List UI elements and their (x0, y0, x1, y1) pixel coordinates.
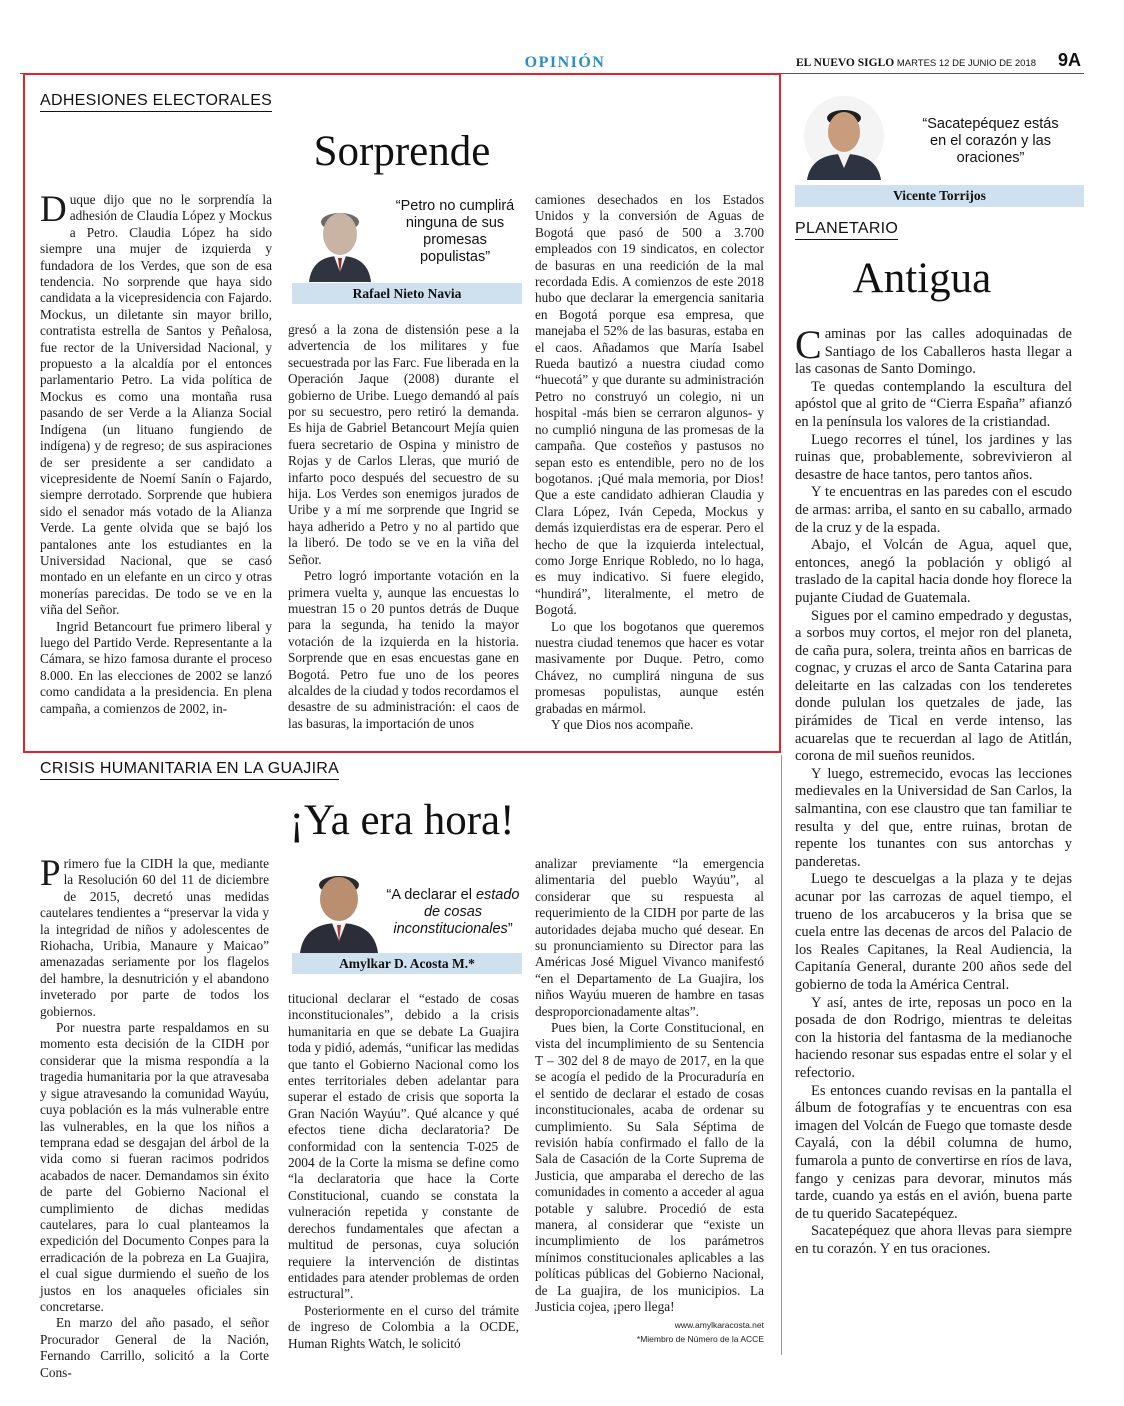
headline-antigua: Antigua (852, 255, 992, 302)
art2-c1-p3: En marzo del año pasado, el señor Procurador General de la Nación, Fernando Carrillo, solicitó a la Corte Cons- (40, 1315, 269, 1380)
byline-torrijos: Vicente Torrijos (795, 185, 1084, 207)
pull-quote-torrijos: “Sacatepéquez estás en el corazón y las oraciones” (922, 116, 1059, 166)
column-separator (781, 755, 782, 1355)
art1-c3-p1: camiones desechados en los Estados Unidos y la conversión de Aguas de Bogotá que pasó de 500 a 3.700 empleados con 19 sindicatos, en colector de basuras en una reedición de la mal recordada Edis. A comienzos de este 2018 hubo que declarar la emergencia sanitaria en Bogotá porque esa empresa, que manejaba el 52% de las basuras, estaba en el caos. Añadamos que María Isabel Rueda bautizó a nuestra ciudad como “huecotá” y que durante su administración Petro no construyó un colegio, ni un hospital -más bien se cerraron algunos- y no cumplió ninguna de las promesas de la campaña. Que costeños y pastusos no sepan esto es entendible, pero no de los bogotanos. ¡Qué mala memoria, por Dios! Que a este candidato adhieran Claudia y Clara López, Iván Cepeda, Mockus y demás izquierdistas era de esperar. Pero el hecho de que la izquierda intelectual, como Jorge Enrique Robledo, no lo haga, es muy indicativo. Si fuere elegido, “hundirá”, literalmente, el metro de Bogotá. (535, 192, 764, 618)
art1-c3-p2: Lo que los bogotanos que queremos nuestra ciudad tenemos que hacer es votar masivamente por Duque. Petro, como Chávez, no cumplirá ninguna de sus promesas populistas, aunque estén grabadas en mármol. (535, 618, 764, 716)
art3-p5: Abajo, el Volcán de Agua, aquel que, entonces, anegó la población y obligó al traslado de la capital hacia donde hoy florece la pujante Ciudad de Guatemala. (795, 537, 1072, 606)
headline-ya-era-hora: ¡Ya era hora! (289, 797, 515, 844)
kicker-guajira: CRISIS HUMANITARIA EN LA GUAJIRA (40, 760, 339, 780)
art3-p8: Luego te descuelgas a la plaza y te dejas acunar por las carrozas de aquel tiempo, el trueno de los arcabuceros y la brisa que se cuela entre las decenas de arcos del Palacio de los Reales Capitanes, la Real Audiencia, la Capitanía General, durante 200 años sede del gobierno de toda la América Central. (795, 871, 1072, 993)
article2-col2 (288, 991, 519, 1352)
art1-c2-p2: Petro logró importante votación en la primera vuelta y, aunque las encuestas lo muestran 15 o 20 puntos detrás de Duque para la segunda, ha tenido la mayor votación de la izquierda en la historia. Sorprende que en esas encuestas gane en Bogotá. Petro fue uno de los peores alcaldes de la ciudad y todos recordamos el desastre de su administración: el caos de las basuras, la importación de unos (288, 568, 519, 731)
quote-acosta-c: ” (507, 921, 513, 937)
article3-body (795, 322, 1072, 1258)
drop-cap-p: P (40, 853, 61, 894)
headline-sorprende: Sorprende (313, 128, 491, 175)
article2-col1 (40, 853, 269, 1381)
art3-p10: Es entonces cuando revisas en la pantalla el álbum de fotografías y te encuentras con esa imagen del Volcán de Fuego que tomaste desde Cayalá, con la débil columna de humo, fumarola a punto de convertirse en ríos de lava, fango y cenizas para devorar, minutos más tarde, cuando ya estás en el avión, buena parte de tu querido Sacatepéquez. (795, 1082, 1072, 1222)
article1-col2 (288, 322, 519, 732)
art3-p9: Y así, antes de irte, reposas un poco en la posada de don Rodrigo, mientras te deleitas con la historia del fantasma de la medianoche haciendo resonar sus espadas entre el solar y el refectorio. (795, 994, 1072, 1081)
art1-c2-p1: gresó a la zona de distensión pese a la advertencia de los militares y fue secuestrada por las Farc. Fue liberada en la Operación Jaque (2008) durante el gobierno de Uribe. Luego demandó al país por su secuestro, pero retiró la demanda. Es hija de Gabriel Betancourt Mejía quien fuera secretario de Ospina y ministro de Rojas y de Carlos Lleras, que murió de infarto poco después del secuestro de su hija. Los Verdes son enemigos jurados de Uribe y a mí me sorprende que Ingrid se haya adherido a Petro y no al partido que la liberó. De todo se ve en la viña del Señor. (288, 322, 519, 567)
drop-cap-d: D (40, 189, 67, 230)
kicker-planetario: PLANETARIO (795, 220, 898, 240)
art3-p11: Sacatepéquez que ahora llevas para siempre en tu corazón. Y en tus oraciones. (795, 1223, 1072, 1257)
art3-p4: Y te encuentras en las paredes con el escudo de armas: arriba, el santo en su caballo, armado de la cruz y de la espada. (795, 484, 1072, 536)
art2-c1-p1: rimero fue la CIDH la que, mediante la Resolución 60 del 11 de diciembre de 2015, decretó unas medidas cautelares tendientes a “preservar la vida y la integridad de niños y adolescentes de Riohacha, Uribia, Manaure y Maicao” amenazadas seriamente por los flagelos del hambre, la desnutrición y el abandono inveterado por parte de todos los gobiernos. (40, 856, 269, 1019)
section-label: OPINIÓN (524, 54, 606, 71)
art3-p1: aminas por las calles adoquinadas de Santiago de los Caballeros hasta llegar a las casonas de Santo Domingo. (795, 326, 1072, 378)
article2-col3 (535, 856, 764, 1315)
author-footnote: *Miembro de Número de la ACCE (636, 1334, 764, 1344)
author-website: www.amylkaracosta.net (674, 1320, 764, 1330)
author-photo-nieto (304, 196, 376, 282)
author-photo-acosta (298, 861, 380, 953)
author-box-nieto (290, 192, 525, 305)
art3-p3: Luego recorres el túnel, los jardines y las ruinas que, probablemente, sobrevivieron al desastre de hace tantos, pero tantos años. (795, 431, 1072, 483)
page-number: 9A (1058, 50, 1082, 70)
pull-quote-nieto: “Petro no cumplirá ninguna de sus promesas populistas” (395, 198, 515, 265)
issue-date: MARTES 12 DE JUNIO DE 2018 (896, 58, 1037, 69)
paper-name: EL NUEVO SIGLO (796, 57, 895, 69)
art1-c1-p2: Ingrid Betancourt fue primero liberal y luego del Partido Verde. Representante a la Cámara, se hizo famosa durante el proceso 8.000. En las elecciones de 2002 se lanzó como candidata a la presidencia. En plena campaña, a comienzos de 2002, in- (40, 618, 272, 716)
art2-c3-p1: analizar previamente “la emergencia alimentaria del pueblo Wayúu”, al considerar que su respuesta al requerimiento de la CIDH por parte de las autoridades dejaba mucho qué desear. En su pronunciamiento su Director para las Américas José Miguel Vivanco manifestó “en el Departamento de La Guajira, los niños Wayúu mueren de hambre en tasas desproporcionadamente altas”. (535, 856, 764, 1019)
kicker-adhesiones: ADHESIONES ELECTORALES (40, 92, 272, 112)
quote-acosta-a: “A declarar el (386, 887, 476, 903)
byline-acosta: Amylkar D. Acosta M.* (292, 953, 522, 974)
drop-cap-c: C (795, 322, 822, 367)
art3-p2: Te quedas contemplando la escultura del apóstol que al grito de “Cierra España” afianzó en la península los valores de la cristiandad. (795, 378, 1072, 430)
art2-c2-p2: Posteriormente en el curso del trámite de ingreso de Colombia a la OCDE, Human Rights Watch, le solicitó (288, 1302, 519, 1351)
author-box-torrijos (795, 92, 1084, 208)
pull-quote-acosta (386, 887, 520, 938)
author-photo-torrijos (801, 96, 887, 180)
quote-acosta-b: estado de cosas inconstitucionales (393, 887, 520, 937)
art3-p7: Y luego, estremecido, evocas las lecciones medievales en la Universidad de San Carlos, la salmantina, con ese claustro que tan familiar te resulta y del que, entre ruinas, brotan de repente los tunantes con sus antorchas y panderetas. (795, 765, 1072, 870)
art1-c3-p3: Y que Dios nos acompañe. (551, 717, 694, 732)
art2-c1-p2: Por nuestra parte respaldamos en su momento esta decisión de la CIDH por considerar que la misma respondía a la tragedia humanitaria por la que atravesaba y sigue atravesando la comunidad Wayúu, cuya población es la más vulnerable entre las vulnerables, en la que los niños a temprana edad se desgajan del árbol de la vida como si fueran racimos podridos acabados de nacer. Demandamos sin éxito de parte del Gobierno Nacional el cumplimiento de dichas medidas cautelares, para lo cual planteamos la expedición del Documento Conpes para la erradicación de la pobreza en La Guajira, el cual sigue durmiendo el sueño de los justos en los anaqueles oficiales sin concretarse. (40, 1020, 269, 1314)
masthead (796, 56, 1054, 71)
art1-c1-p1: uque dijo que no le sorprendía la adhesión de Claudia López y Mockus a Petro. Claudia López ha sido siempre una mujer de izquierda y fundadora de los Verdes, que son de esa tendencia. No sorprende que haya sido candidata a la vicepresidencia con Fajardo. Mockus, un diletante sin mayor brillo, contratista estrella de Santos y Peñalosa, fue rector de la Universidad Nacional, y propuesto a la alcaldía por el entonces parlamentario Petro. La vida política de Mockus es como una montaña rusa pasando de ser Verde a la Alianza Social Indígena (un lituano fungiendo de indígena) y de regreso; de sus aspiraciones de ser presidente a ser candidato a vicepresidente de Noemí Sanín o Fajardo, siempre derrotado. Sorprende que hubiera sido el senador más votado de la Alianza Verde. La gente olvida que se bajó los pantalones ante los estudiantes en la Universidad Nacional, que se casó montado en un elefante en un circo y otras monerías parecidas. De todo se ve en la viña del Señor. (40, 192, 272, 618)
author-box-acosta (290, 857, 525, 975)
art2-c3-p2: Pues bien, la Corte Constitucional, en vista del incumplimiento de su Sentencia T – 302 del 8 de mayo de 2017, en la que se acogía el pedido de la Procuraduría en el sentido de declarar el estado de cosas inconstitucionales, acaba de ordenar su cumplimiento. Su Sala Séptima de revisión había confirmado el fallo de la Sala de Casación de la Corte Suprema de Justicia, que amparaba el derecho de las comunidades in comento a acceder al agua potable y salubre. Procedió de esta manera, al considerar que “existe un incumplimiento de los parámetros mínimos constitucionales aplicables a las políticas públicas del Gobierno Nacional, de La guajira, de los municipios. La Justicia cojea, ¡pero llega! (535, 1020, 764, 1314)
art3-p6: Sigues por el camino empedrado y degustas, a sorbos muy cortos, el mejor ron del planeta, de caña pura, solera, treinta años en barricas de cognac, y cruzas el arco de Santa Catarina para deleitarte en las calzadas con los tenderetes donde pululan los quetzales de jade, las pirámides de Tical en verde intenso, las acuarelas que te recuerdan al lago de Atitlán, corona de mil sueños reunidos. (795, 607, 1072, 765)
byline-nieto: Rafael Nieto Navia (292, 283, 522, 304)
art2-c2-p1: titucional declarar el “estado de cosas inconstitucionales”, debido a la crisis humanitaria en que se debate La Guajira toda y pidió, además, “unificar las medidas que tanto el Gobierno Nacional como los entes territoriales deben adelantar para superar el estado de crisis que soporta la Gran Nación Wayúu”. Qué alcance y qué efectos tiene dicha declaratoria? De conformidad con la sentencia T-025 de 2004 de la Corte la misma se define como “la declaratoria que hace la Corte Constitucional, cuando se constata la vulneración repetida y constante de derechos fundamentales que afectan a multitud de personas, cuya solución requiere la intervención de distintas entidades para atender problemas de orden estructural”. (288, 991, 519, 1302)
article1-col1 (40, 189, 272, 717)
article1-col3 (535, 192, 764, 733)
